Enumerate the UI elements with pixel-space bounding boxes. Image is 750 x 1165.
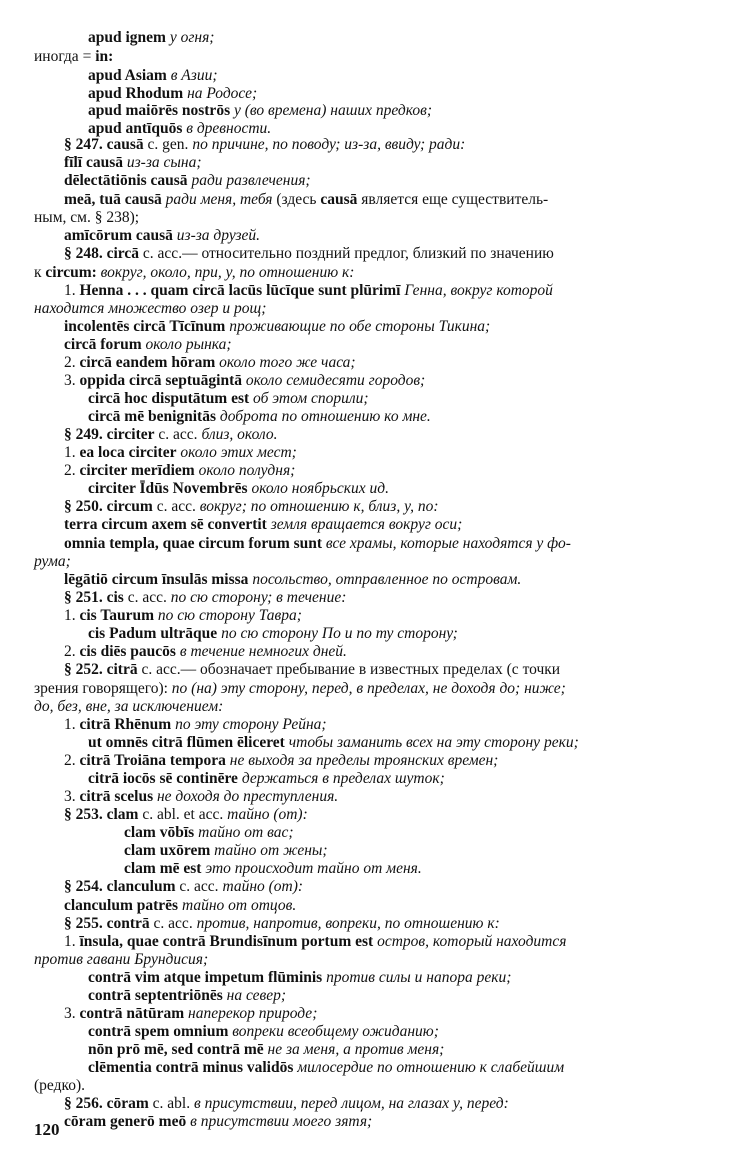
translation: Генна, вокруг которой bbox=[400, 282, 553, 299]
text-line bbox=[88, 968, 511, 988]
latin-term: dēlectātiōnis causā bbox=[64, 172, 188, 189]
latin-term: terra circum axem sē convertit bbox=[64, 516, 267, 533]
text-line bbox=[88, 1022, 439, 1042]
text-line bbox=[64, 932, 566, 952]
translation: милосердие по отношению к слабейшим bbox=[293, 1059, 565, 1076]
latin-term: § 251. cis bbox=[64, 589, 124, 606]
plain-text: 3. bbox=[64, 1005, 80, 1022]
translation: проживающие по обе стороны Тикина; bbox=[225, 318, 491, 335]
translation: тайно от вас; bbox=[194, 824, 294, 841]
translation: около полудня; bbox=[194, 462, 296, 479]
latin-term: clam vōbīs bbox=[124, 824, 195, 841]
latin-term: omnia templa, quae circum forum sunt bbox=[64, 535, 323, 552]
text-line bbox=[34, 1076, 85, 1096]
latin-term: incolentēs circā Tīcīnum bbox=[64, 318, 226, 335]
translation: по сю сторону; в течение: bbox=[170, 589, 347, 606]
text-line bbox=[64, 534, 571, 554]
latin-term: clēmentia contrā minus validōs bbox=[88, 1059, 294, 1076]
text-line bbox=[88, 733, 579, 753]
latin-term: contrā nātūram bbox=[79, 1005, 185, 1022]
latin-term: clam mē est bbox=[124, 860, 202, 877]
latin-term: ea loca circiter bbox=[79, 444, 177, 461]
latin-term: nōn prō mē, sed contrā mē bbox=[88, 1041, 264, 1058]
latin-term: § 249. circiter bbox=[64, 426, 155, 443]
latin-term: citrā Rhēnum bbox=[79, 716, 172, 733]
translation: по (на) эту сторону, перед, в пределах, не доходя до; ниже; bbox=[171, 680, 566, 697]
text-line bbox=[64, 606, 302, 626]
latin-term: apud maiōrēs nostrōs bbox=[88, 102, 231, 119]
latin-term: in: bbox=[95, 48, 114, 65]
text-line bbox=[64, 443, 297, 463]
text-line bbox=[34, 950, 208, 970]
translation: все храмы, которые находятся у фо- bbox=[322, 535, 571, 552]
plain-text: 3. bbox=[64, 372, 80, 389]
plain-text: c. acc. bbox=[154, 426, 202, 443]
translation: об этом спорили; bbox=[249, 390, 369, 407]
text-line bbox=[64, 877, 303, 897]
translation: ради развлечения; bbox=[187, 172, 311, 189]
translation: из-за друзей. bbox=[172, 227, 261, 244]
plain-text: 2. bbox=[64, 462, 80, 479]
text-line bbox=[124, 859, 422, 879]
plain-text: 1. bbox=[64, 933, 80, 950]
text-line bbox=[64, 588, 346, 608]
latin-term: § 253. clam bbox=[64, 806, 139, 823]
plain-text: c. acc. bbox=[123, 589, 171, 606]
plain-text: c. gen. bbox=[143, 136, 193, 153]
translation: на Родосе; bbox=[183, 85, 258, 102]
latin-term: fīlī causā bbox=[64, 154, 123, 171]
text-line bbox=[34, 552, 71, 572]
text-line bbox=[34, 697, 223, 717]
translation: против гавани Брундисия; bbox=[34, 951, 209, 968]
translation: в течение немногих дней. bbox=[175, 643, 347, 660]
text-line bbox=[64, 751, 498, 771]
text-line bbox=[64, 497, 439, 517]
plain-text: является еще существитель- bbox=[357, 191, 549, 208]
text-line bbox=[88, 66, 217, 86]
text-line bbox=[34, 208, 139, 228]
text-line bbox=[34, 263, 354, 283]
text-line bbox=[64, 805, 308, 825]
text-line bbox=[64, 190, 548, 210]
latin-term: contrā septentriōnēs bbox=[88, 987, 223, 1004]
translation: находится множество озер и рощ; bbox=[34, 300, 267, 317]
plain-text: зрения говорящего): bbox=[34, 680, 172, 697]
plain-text: c. acc. bbox=[149, 915, 197, 932]
latin-term: ut omnēs citrā flūmen ēliceret bbox=[88, 734, 285, 751]
plain-text: c. acc. bbox=[152, 498, 200, 515]
plain-text: (редко). bbox=[34, 1077, 86, 1094]
translation: тайно от жены; bbox=[210, 842, 328, 859]
translation: около ноябрьских ид. bbox=[247, 480, 389, 497]
translation: у (во времена) наших предков; bbox=[230, 102, 433, 119]
translation: по причине, по поводу; из-за, ввиду; ради: bbox=[192, 136, 466, 153]
translation: по эту сторону Рейна; bbox=[171, 716, 327, 733]
text-line bbox=[64, 244, 554, 264]
text-line bbox=[64, 335, 232, 355]
text-line bbox=[64, 353, 356, 373]
latin-term: circā hoc disputātum est bbox=[88, 390, 250, 407]
plain-text: 2. bbox=[64, 354, 80, 371]
text-line bbox=[64, 787, 338, 807]
text-line bbox=[88, 407, 431, 427]
text-line bbox=[88, 986, 286, 1006]
translation: тайно от отцов. bbox=[178, 897, 297, 914]
latin-term: circiter merīdiem bbox=[79, 462, 195, 479]
text-line bbox=[34, 299, 266, 319]
plain-text: 1. bbox=[64, 444, 80, 461]
text-line bbox=[64, 715, 327, 735]
latin-term: citrā iocōs sē continēre bbox=[88, 770, 238, 787]
text-line bbox=[64, 660, 560, 680]
plain-text: 2. bbox=[64, 752, 80, 769]
latin-term: Henna . . . quam circā lacūs lūcīque sunt plūrimī bbox=[79, 282, 401, 299]
text-line bbox=[64, 570, 521, 590]
text-line bbox=[64, 317, 490, 337]
translation: не за меня, а против меня; bbox=[263, 1041, 445, 1058]
translation: до, без, вне, за исключением: bbox=[34, 698, 224, 715]
text-line bbox=[88, 389, 369, 409]
plain-text: c. acc.— относительно поздний предлог, близкий по значению bbox=[139, 245, 554, 262]
latin-term: causā bbox=[320, 191, 358, 208]
plain-text: 2. bbox=[64, 643, 80, 660]
translation: это происходит тайно от меня. bbox=[201, 860, 422, 877]
latin-term: apud ignem bbox=[88, 29, 166, 46]
translation: против, напротив, вопреки, по отношению к: bbox=[196, 915, 500, 932]
translation: держаться в пределах шуток; bbox=[237, 770, 445, 787]
text-line bbox=[88, 769, 445, 789]
plain-text: c. acc.— обозначает пребывание в известных пределах (с точки bbox=[137, 661, 561, 678]
plain-text: к bbox=[34, 264, 46, 281]
plain-text: 1. bbox=[64, 716, 80, 733]
translation: вопреки всеобщему ожиданию; bbox=[228, 1023, 439, 1040]
plain-text: c. abl. et acc. bbox=[138, 806, 228, 823]
translation: не выходя за пределы троянских времен; bbox=[225, 752, 499, 769]
translation: в Азии; bbox=[166, 67, 218, 84]
latin-term: § 256. cōram bbox=[64, 1095, 149, 1112]
translation: на север; bbox=[222, 987, 287, 1004]
plain-text: c. acc. bbox=[175, 878, 223, 895]
translation: вокруг, около, при, у, по отношению к: bbox=[96, 264, 355, 281]
latin-term: circā forum bbox=[64, 336, 142, 353]
translation: ради меня, тебя bbox=[161, 191, 273, 208]
text-line bbox=[64, 896, 296, 916]
translation: в древности. bbox=[182, 120, 272, 137]
latin-term: clanculum patrēs bbox=[64, 897, 179, 914]
text-line bbox=[64, 1004, 317, 1024]
translation: по сю сторону Тавра; bbox=[154, 607, 302, 624]
text-line bbox=[64, 461, 295, 481]
text-line bbox=[88, 1040, 444, 1060]
translation: земля вращается вокруг оси; bbox=[266, 516, 463, 533]
latin-term: circā mē benignitās bbox=[88, 408, 217, 425]
translation: чтобы заманить всех на эту сторону реки; bbox=[284, 734, 579, 751]
text-line bbox=[64, 371, 425, 391]
text-line bbox=[64, 515, 462, 535]
text-line bbox=[64, 281, 553, 301]
translation: посольство, отправленное по островам. bbox=[248, 571, 522, 588]
plain-text: ным, см. § 238); bbox=[34, 209, 140, 226]
translation: тайно (от): bbox=[227, 806, 308, 823]
text-line bbox=[88, 101, 432, 121]
latin-term: § 255. contrā bbox=[64, 915, 150, 932]
latin-term: lēgātiō circum īnsulās missa bbox=[64, 571, 249, 588]
text-line bbox=[88, 479, 389, 499]
plain-text: 1. bbox=[64, 282, 80, 299]
translation: вокруг; по отношению к, близ, у, по: bbox=[199, 498, 439, 515]
plain-text: (здесь bbox=[272, 191, 321, 208]
text-line bbox=[64, 914, 500, 934]
text-line bbox=[64, 1094, 509, 1114]
latin-term: § 254. clanculum bbox=[64, 878, 176, 895]
text-line bbox=[64, 1112, 372, 1132]
text-line bbox=[34, 47, 113, 67]
translation: около того же часа; bbox=[215, 354, 356, 371]
latin-term: oppida circā septuāgintā bbox=[79, 372, 242, 389]
translation: в присутствии, перед лицом, на глазах у, перед: bbox=[194, 1095, 509, 1112]
latin-term: citrā scelus bbox=[79, 788, 154, 805]
text-line bbox=[124, 823, 294, 843]
translation: против силы и напора реки; bbox=[322, 969, 512, 986]
latin-term: § 248. circā bbox=[64, 245, 140, 262]
latin-term: īnsula, quae contrā Brundisīnum portum est bbox=[79, 933, 374, 950]
latin-term: contrā vim atque impetum flūminis bbox=[88, 969, 323, 986]
text-line bbox=[88, 624, 458, 644]
translation: около этих мест; bbox=[176, 444, 297, 461]
latin-term: cis Padum ultrāque bbox=[88, 625, 218, 642]
latin-term: amīcōrum causā bbox=[64, 227, 173, 244]
latin-term: circiter Īdūs Novembrēs bbox=[88, 480, 248, 497]
translation: около рынка; bbox=[141, 336, 232, 353]
translation: близ, около. bbox=[201, 426, 278, 443]
latin-term: apud Rhodum bbox=[88, 85, 184, 102]
latin-term: meā, tuā causā bbox=[64, 191, 162, 208]
latin-term: citrā Troiāna tempora bbox=[79, 752, 226, 769]
latin-term: clam uxōrem bbox=[124, 842, 211, 859]
translation: доброта по отношению ко мне. bbox=[216, 408, 431, 425]
translation: у огня; bbox=[165, 29, 215, 46]
latin-term: apud antīquōs bbox=[88, 120, 183, 137]
latin-term: contrā spem omnium bbox=[88, 1023, 229, 1040]
translation: около семидесяти городов; bbox=[242, 372, 426, 389]
text-line bbox=[64, 642, 347, 662]
translation: остров, который находится bbox=[373, 933, 567, 950]
translation: из-за сына; bbox=[123, 154, 202, 171]
latin-term: circum: bbox=[45, 264, 97, 281]
text-line bbox=[34, 679, 566, 699]
text-line bbox=[64, 135, 465, 155]
latin-term: § 250. circum bbox=[64, 498, 153, 515]
latin-term: apud Asiam bbox=[88, 67, 167, 84]
text-line bbox=[64, 226, 260, 246]
plain-text: 1. bbox=[64, 607, 80, 624]
translation: в присутствии моего зятя; bbox=[186, 1113, 373, 1130]
translation: по сю сторону По и по ту сторону; bbox=[217, 625, 458, 642]
text-line bbox=[88, 1058, 564, 1078]
latin-term: circā eandem hōram bbox=[79, 354, 216, 371]
text-line bbox=[88, 28, 214, 48]
latin-term: cis diēs paucōs bbox=[79, 643, 176, 660]
latin-term: cōram generō meō bbox=[64, 1113, 187, 1130]
text-line bbox=[124, 841, 328, 861]
text-line bbox=[64, 153, 201, 173]
translation: наперекор природе; bbox=[184, 1005, 318, 1022]
translation: рума; bbox=[34, 553, 71, 570]
latin-term: § 252. citrā bbox=[64, 661, 138, 678]
latin-term: cis Taurum bbox=[79, 607, 155, 624]
translation: не доходя до преступления. bbox=[153, 788, 339, 805]
page-number: 120 bbox=[34, 1120, 60, 1139]
plain-text: c. abl. bbox=[148, 1095, 194, 1112]
translation: тайно (от): bbox=[222, 878, 304, 895]
plain-text: 3. bbox=[64, 788, 80, 805]
latin-term: § 247. causā bbox=[64, 136, 144, 153]
plain-text: иногда = bbox=[34, 48, 96, 65]
text-line bbox=[64, 425, 278, 445]
text-line bbox=[64, 171, 311, 191]
